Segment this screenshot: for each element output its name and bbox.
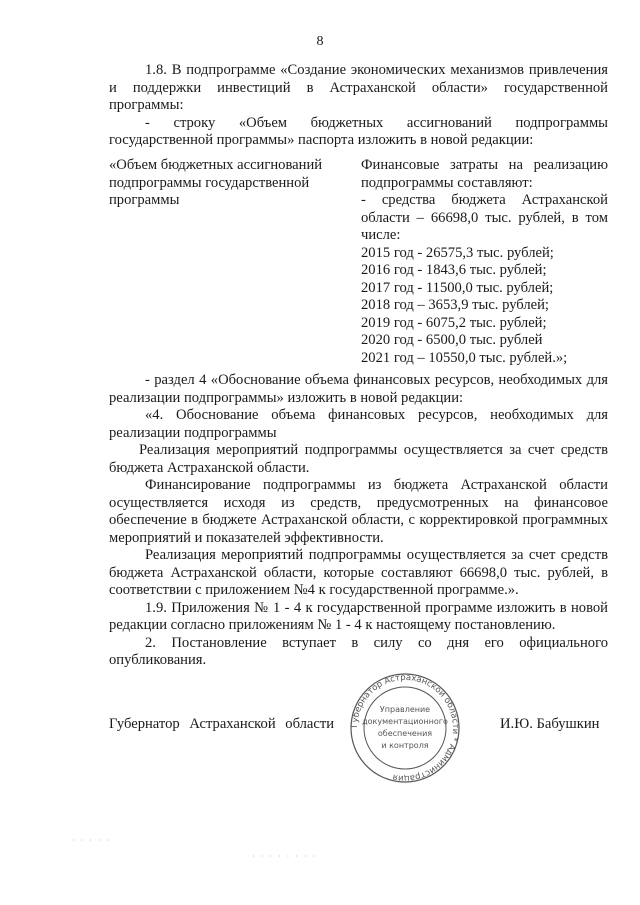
- section-4-title: «4. Обоснование объема финансовых ресурсов, необходимых для реализации подпрограммы: [109, 407, 608, 441]
- stamp-icon: [340, 672, 470, 784]
- section-1-8-item: - строку «Объем бюджетных ассигнований подпрограммы государственной программы» паспорта изложить в новой редакции:: [109, 114, 608, 148]
- stamp-line: и контроля: [381, 741, 429, 750]
- scan-artifact: · · · · ·: [72, 836, 112, 845]
- stamp-line: обеспечения: [377, 729, 433, 738]
- year-line: 2019 год - 6075,2 тыс. рублей;: [361, 314, 547, 331]
- official-stamp: [340, 672, 470, 784]
- financing-budget: - средства бюджета Астраханской области – 66698,0 тыс. рублей, в том числе:: [361, 192, 608, 243]
- section-4-p1: Реализация мероприятий подпрограммы осуществляется за счет средств бюджета Астраханской области.: [109, 442, 608, 476]
- page-number: 8: [316, 34, 324, 49]
- year-line: 2021 год – 10550,0 тыс. рублей.»;: [361, 349, 568, 366]
- table-right-cell: [361, 157, 608, 367]
- financing-intro: Финансовые затраты на реализацию подпрограммы составляют:: [361, 157, 608, 191]
- stamp-line: документационного: [362, 717, 448, 726]
- year-line: 2016 год - 1843,6 тыс. рублей;: [361, 262, 547, 278]
- section-1-9: 1.9. Приложения № 1 - 4 к государственной программе изложить в новой редакции согласно приложениям № 1 - 4 к настоящему постановлению.: [109, 599, 608, 633]
- stamp-ring-text: Губернатор Астраханской области * Администрация: [349, 672, 461, 784]
- year-line: 2015 год - 26575,3 тыс. рублей;: [361, 244, 554, 261]
- section-4-p2: Финансирование подпрограммы из бюджета Астраханской области осуществляется исходя из средств, предусмотренных на финансовое обеспечение в бюджете Астраханской области, с корректировкой программных мероприятий и показателей эффективности.: [109, 477, 608, 546]
- section-2: 2. Постановление вступает в силу со дня его официального опубликования.: [109, 634, 608, 668]
- stamp-line: Управление: [379, 705, 431, 714]
- section-4: [109, 372, 608, 670]
- signature-name: И.Ю. Бабушкин: [500, 716, 600, 732]
- scan-artifact: · · · · · · · ·: [252, 852, 318, 861]
- section-1-8-intro: 1.8. В подпрограмме «Создание экономических механизмов привлечения и поддержки инвестиций в Астраханской области» государственной программы:: [109, 62, 608, 113]
- year-line: 2017 год - 11500,0 тыс. рублей;: [361, 279, 554, 296]
- year-line: 2020 год - 6500,0 тыс. рублей: [361, 332, 543, 348]
- table-left-cell: «Объем бюджетных ассигнований подпрограммы государственной программы: [109, 157, 323, 208]
- section-1-8: [109, 62, 608, 150]
- year-line: 2018 год – 3653,9 тыс. рублей;: [361, 297, 549, 313]
- section-4-item: - раздел 4 «Обоснование объема финансовых ресурсов, необходимых для реализации подпрограммы» изложить в новой редакции:: [109, 372, 608, 406]
- section-4-p3: Реализация мероприятий подпрограммы осуществляется за счет средств бюджета Астраханской области, которые составляют 66698,0 тыс. рублей, в соответствии с приложением №4 к государственной программе.».: [109, 547, 608, 598]
- signature-position: Губернатор Астраханской области: [109, 716, 335, 732]
